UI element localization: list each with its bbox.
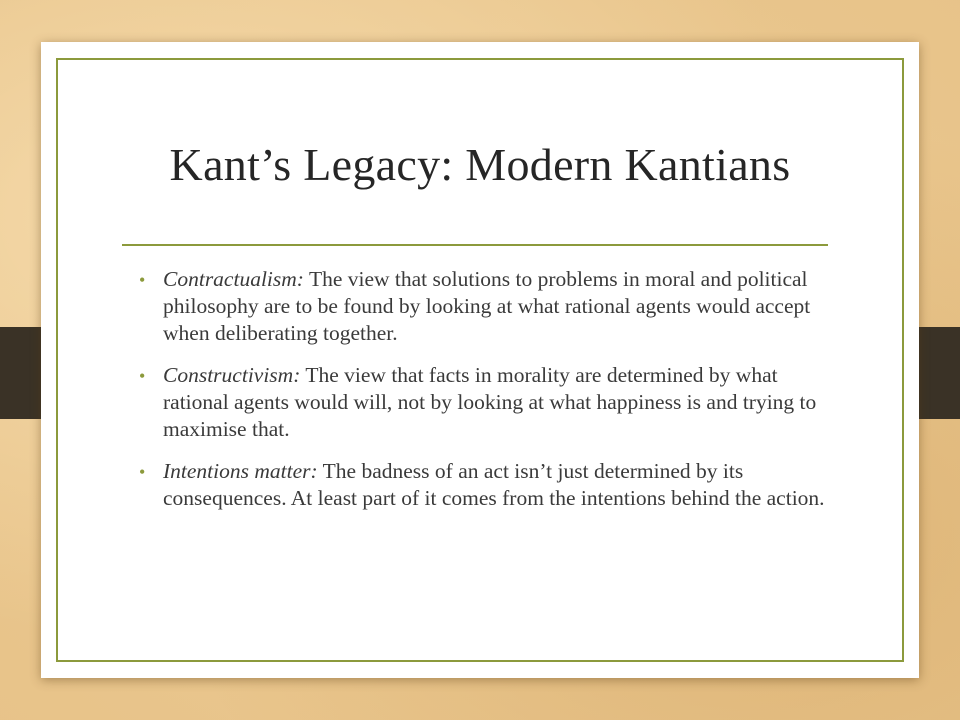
bullet-text: The badness of an act isn’t just determined by its consequences. At least part of it comes from the intentions behind the action.: [163, 459, 825, 510]
bullet-text: The view that solutions to problems in moral and political philosophy are to be found by looking at what rational agents would accept when deliberating together.: [163, 267, 811, 345]
bullet-list: [137, 266, 837, 527]
bullet-contractualism: [137, 266, 837, 347]
bullet-term: Intentions matter:: [163, 459, 318, 483]
bullet-intentions-matter: [137, 458, 837, 512]
bullet-dot-icon: •: [139, 270, 146, 290]
slide-title: Kant’s Legacy: Modern Kantians: [169, 139, 791, 190]
bullet-term: Constructivism:: [163, 363, 301, 387]
bullet-dot-icon: •: [139, 462, 146, 482]
slide-card: [41, 42, 919, 678]
bullet-constructivism: [137, 362, 837, 443]
bullet-text: The view that facts in morality are determined by what rational agents would will, not by looking at what happiness is and trying to maximise that.: [163, 363, 817, 441]
bullet-dot-icon: •: [139, 366, 146, 386]
title-divider: [122, 244, 828, 246]
bullet-term: Contractualism:: [163, 267, 304, 291]
